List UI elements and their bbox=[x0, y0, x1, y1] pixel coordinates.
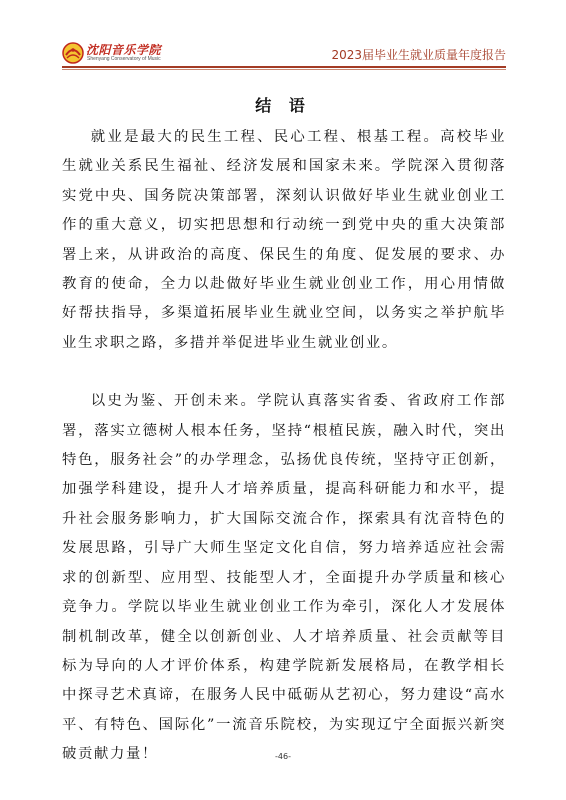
logo-chinese-name: 沈阳音乐学院 bbox=[86, 43, 162, 57]
header-divider bbox=[62, 66, 506, 68]
page-header bbox=[62, 38, 506, 68]
paragraph-employment: 就业是最大的民生工程、民心工程、根基工程。高校毕业生就业关系民生福祉、经济发展和国家未来。学院深入贯彻落实党中央、国务院决策部署，深刻认识做好毕业生就业创业工作的重大意义，切实把思想和行动统一到党中央的重大决策部署上来，从讲政治的高度、保民生的角度、促发展的要求、办教育的使命，全力以赴做好毕业生就业创业工作，用心用情做好帮扶指导，多渠道拓展毕业生就业空间，以务实之举护航毕业生求职之路，多措并举促进毕业生就业创业。 bbox=[62, 129, 506, 351]
logo-english-name: Shenyang Conservatory of Music bbox=[87, 56, 161, 62]
paragraph-history: 以史为鉴、开创未来。学院认真落实省委、省政府工作部署，落实立德树人根本任务，坚持“根植民族，融入时代，突出特色，服务社会”的办学理念，弘扬优良传统，坚持守正创新，加强学科建设，提升人才培养质量，提高科研能力和水平，提升社会服务影响力，扩大国际交流合作，探索具有沈音特色的发展思路，引导广大师生坚定文化自信，努力培养适应社会需求的创新型、应用型、技能型人才，全面提升办学质量和核心竞争力。学院以毕业生就业创业工作为牵引，深化人才发展体制机制改革，健全以创新创业、人才培养质量、社会贡献等目标为导向的人才评价体系，构建学院新发展格局，在教学相长中探寻艺术真谛，在服务人民中砥砺从艺初心，努力建设“高水平、有特色、国际化”一流音乐院校，为实现辽宁全面振兴新突破贡献力量！ bbox=[62, 393, 506, 763]
college-logo bbox=[62, 38, 222, 66]
page-number: -46- bbox=[275, 752, 291, 761]
header-divider-thin bbox=[62, 69, 506, 70]
college-emblem-icon bbox=[62, 42, 84, 64]
report-title: 2023届毕业生就业质量年度报告 bbox=[331, 48, 506, 62]
section-title: 结 语 bbox=[255, 96, 311, 115]
body-content bbox=[62, 123, 506, 770]
